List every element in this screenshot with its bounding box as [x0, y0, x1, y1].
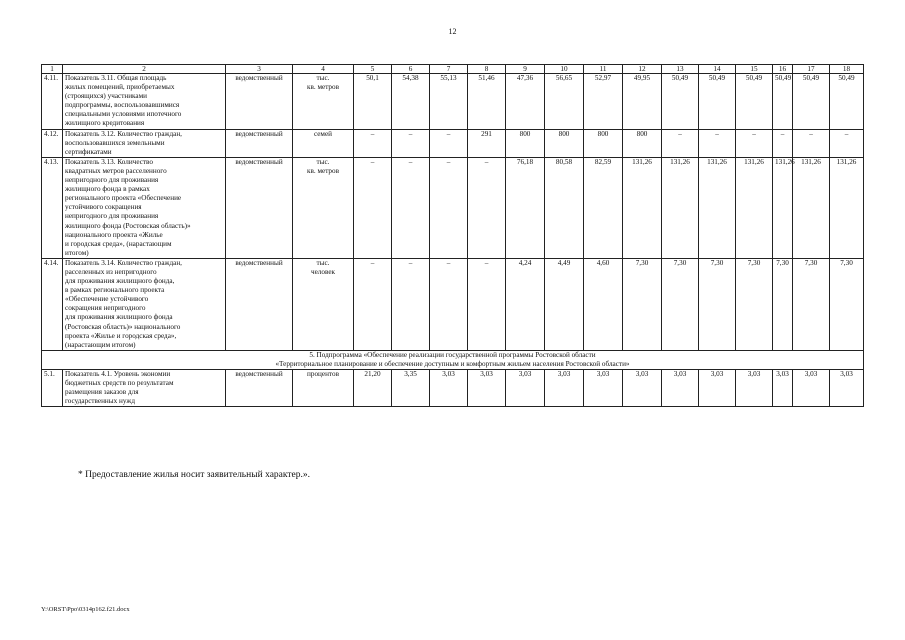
text-line: Показатель 3.14. Количество граждан, [65, 258, 182, 267]
value-cell: 7,30 [736, 258, 773, 350]
text-line: воспользовавшихся земельными [65, 138, 165, 147]
column-number: 3 [226, 65, 293, 74]
text-line: жилищного фонда (Ростовская область)» [65, 221, 191, 230]
data-source: ведомственный [226, 258, 293, 350]
value-cell: – [773, 129, 793, 157]
column-number: 18 [830, 65, 864, 74]
section-title [42, 350, 864, 369]
text-line: сертификатами [65, 147, 112, 156]
value-cell: 3,03 [623, 370, 662, 407]
text-line: процентов [307, 370, 339, 378]
value-cell: 54,38 [392, 74, 430, 130]
column-number: 8 [468, 65, 506, 74]
unit [293, 258, 354, 350]
value-cell: 7,30 [623, 258, 662, 350]
value-cell: 3,03 [830, 370, 864, 407]
table-row [42, 74, 864, 130]
column-number: 2 [63, 65, 226, 74]
text-line: размещения заказов для [65, 388, 139, 397]
value-cell: – [662, 129, 699, 157]
value-cell: 3,35 [392, 370, 430, 407]
column-number: 17 [793, 65, 830, 74]
column-number: 10 [545, 65, 584, 74]
value-cell: 800 [584, 129, 623, 157]
value-cell: – [430, 157, 468, 258]
value-cell: 3,03 [736, 370, 773, 407]
text-line: итогом) [65, 248, 89, 257]
value-cell: 50,49 [773, 74, 793, 130]
column-number: 6 [392, 65, 430, 74]
value-cell: – [354, 129, 392, 157]
indicator-name [63, 258, 226, 350]
value-cell: – [392, 157, 430, 258]
value-cell: 47,36 [506, 74, 545, 130]
text-line: квадратных метров расселенного [65, 166, 167, 175]
value-cell: 7,30 [793, 258, 830, 350]
value-cell: – [468, 258, 506, 350]
value-cell: – [793, 129, 830, 157]
column-number: 14 [699, 65, 736, 74]
value-cell: 4,60 [584, 258, 623, 350]
value-cell: 4,24 [506, 258, 545, 350]
column-number: 16 [773, 65, 793, 74]
text-line: государственных нужд [65, 397, 135, 406]
unit [293, 129, 354, 157]
column-number: 1 [42, 65, 63, 74]
column-number: 12 [623, 65, 662, 74]
value-cell: 3,03 [773, 370, 793, 407]
column-number: 9 [506, 65, 545, 74]
text-line: жилых помещений, приобретаемых [65, 83, 175, 92]
value-cell: 50,1 [354, 74, 392, 130]
indicator-name [63, 157, 226, 258]
row-number: 5.1. [42, 370, 63, 407]
value-cell: 50,49 [736, 74, 773, 130]
value-cell: – [354, 157, 392, 258]
value-cell: 800 [623, 129, 662, 157]
footnote: * Предоставление жилья носит заявительный характер.». [78, 470, 310, 480]
text-line: устойчивого сокращения [65, 203, 142, 212]
value-cell: 4,49 [545, 258, 584, 350]
table-row [42, 370, 864, 407]
text-line: расселенных из непригодного [65, 267, 157, 276]
value-cell: 131,26 [793, 157, 830, 258]
value-cell: 291 [468, 129, 506, 157]
file-path: Y:\ORST\Ppo\0314p162.f21.docx [41, 606, 130, 613]
value-cell: – [699, 129, 736, 157]
text-line: Показатель 3.11. Общая площадь [65, 74, 167, 82]
value-cell: – [392, 129, 430, 157]
value-cell: 3,03 [545, 370, 584, 407]
value-cell: 131,26 [623, 157, 662, 258]
column-number: 4 [293, 65, 354, 74]
value-cell: 82,59 [584, 157, 623, 258]
value-cell: 7,30 [830, 258, 864, 350]
indicators-table [41, 64, 864, 407]
text-line: сокращения непригодного [65, 304, 146, 313]
value-cell: 50,49 [830, 74, 864, 130]
text-line: тыс. [316, 157, 330, 166]
value-cell: – [430, 129, 468, 157]
text-line: и городская среда», (нарастающим [65, 239, 172, 248]
value-cell: 3,03 [430, 370, 468, 407]
text-line: Показатель 4.1. Уровень экономии [65, 370, 171, 378]
text-line: специальными условиями ипотечного [65, 110, 182, 119]
text-line: тыс. [316, 74, 330, 82]
value-cell: 131,26 [662, 157, 699, 258]
text-line: проекта «Жилье и городская среда», [65, 331, 177, 340]
text-line: 5. Подпрограмма «Обеспечение реализации государственной программы Ростовской области [309, 350, 596, 359]
value-cell: 56,65 [545, 74, 584, 130]
value-cell: 3,03 [662, 370, 699, 407]
unit [293, 370, 354, 407]
unit [293, 74, 354, 130]
value-cell: 800 [545, 129, 584, 157]
text-line: национального проекта «Жилье [65, 230, 163, 239]
value-cell: 3,03 [699, 370, 736, 407]
text-line: семей [313, 129, 333, 138]
table-row [42, 157, 864, 258]
value-cell: 55,13 [430, 74, 468, 130]
text-line: человек [310, 267, 336, 276]
text-line: (нарастающим итогом) [65, 340, 136, 349]
value-cell: – [736, 129, 773, 157]
indicator-name [63, 370, 226, 407]
header-row [42, 65, 864, 74]
value-cell: 131,26 [830, 157, 864, 258]
text-line: для проживания жилищного фонда, [65, 277, 175, 286]
value-cell: 7,30 [699, 258, 736, 350]
value-cell: 50,49 [662, 74, 699, 130]
value-cell: 3,03 [468, 370, 506, 407]
table-row [42, 258, 864, 350]
row-number: 4.13. [42, 157, 63, 258]
text-line: (строящихся) участниками [65, 92, 148, 101]
value-cell: 3,03 [506, 370, 545, 407]
column-number: 11 [584, 65, 623, 74]
text-line: «Обеспечение устойчивого [65, 295, 149, 304]
value-cell: 131,26 [699, 157, 736, 258]
value-cell: 3,03 [793, 370, 830, 407]
section-row [42, 350, 864, 369]
text-line: жилищного кредитования [65, 119, 145, 128]
column-number: 15 [736, 65, 773, 74]
value-cell: 50,49 [793, 74, 830, 130]
value-cell: 52,97 [584, 74, 623, 130]
value-cell: 7,30 [773, 258, 793, 350]
text-line: подпрограммы, воспользовавшимися [65, 101, 180, 110]
text-line: непригодного для проживания [65, 212, 159, 221]
value-cell: 131,26 [773, 157, 793, 258]
value-cell: 800 [506, 129, 545, 157]
text-line: регионального проекта «Обеспечение [65, 194, 182, 203]
column-number: 5 [354, 65, 392, 74]
value-cell: 49,95 [623, 74, 662, 130]
value-cell: 3,03 [584, 370, 623, 407]
text-line: (Ростовская область)» национального [65, 322, 181, 331]
text-line: Показатель 3.13. Количество [65, 157, 153, 166]
row-number: 4.12. [42, 129, 63, 157]
unit [293, 157, 354, 258]
data-source: ведомственный [226, 74, 293, 130]
value-cell: – [392, 258, 430, 350]
column-number: 13 [662, 65, 699, 74]
data-source: ведомственный [226, 157, 293, 258]
value-cell: – [354, 258, 392, 350]
value-cell: 51,46 [468, 74, 506, 130]
text-line: бюджетных средств по результатам [65, 379, 174, 388]
value-cell: 131,26 [736, 157, 773, 258]
text-line: жилищного фонда в рамках [65, 185, 150, 194]
value-cell: 7,30 [662, 258, 699, 350]
table-row [42, 129, 864, 157]
row-number: 4.14. [42, 258, 63, 350]
text-line: кв. метров [306, 166, 340, 175]
text-line: Показатель 3.12. Количество граждан, [65, 129, 182, 138]
value-cell: 21,20 [354, 370, 392, 407]
page-number: 12 [448, 27, 457, 36]
data-source: ведомственный [226, 370, 293, 407]
indicator-name [63, 74, 226, 130]
value-cell: – [830, 129, 864, 157]
value-cell: 80,58 [545, 157, 584, 258]
text-line: тыс. [316, 258, 330, 267]
column-number: 7 [430, 65, 468, 74]
text-line: непригодного для проживания [65, 176, 159, 185]
indicator-name [63, 129, 226, 157]
text-line: для проживания жилищного фонда [65, 313, 173, 322]
value-cell: 76,18 [506, 157, 545, 258]
text-line: в рамках регионального проекта [65, 286, 165, 295]
value-cell: – [430, 258, 468, 350]
data-source: ведомственный [226, 129, 293, 157]
text-line: «Территориальное планирование и обеспечение доступным и комфортным жильем населения Ростовской области» [275, 359, 630, 368]
value-cell: 50,49 [699, 74, 736, 130]
text-line: кв. метров [306, 83, 340, 92]
row-number: 4.11. [42, 74, 63, 130]
value-cell: – [468, 157, 506, 258]
